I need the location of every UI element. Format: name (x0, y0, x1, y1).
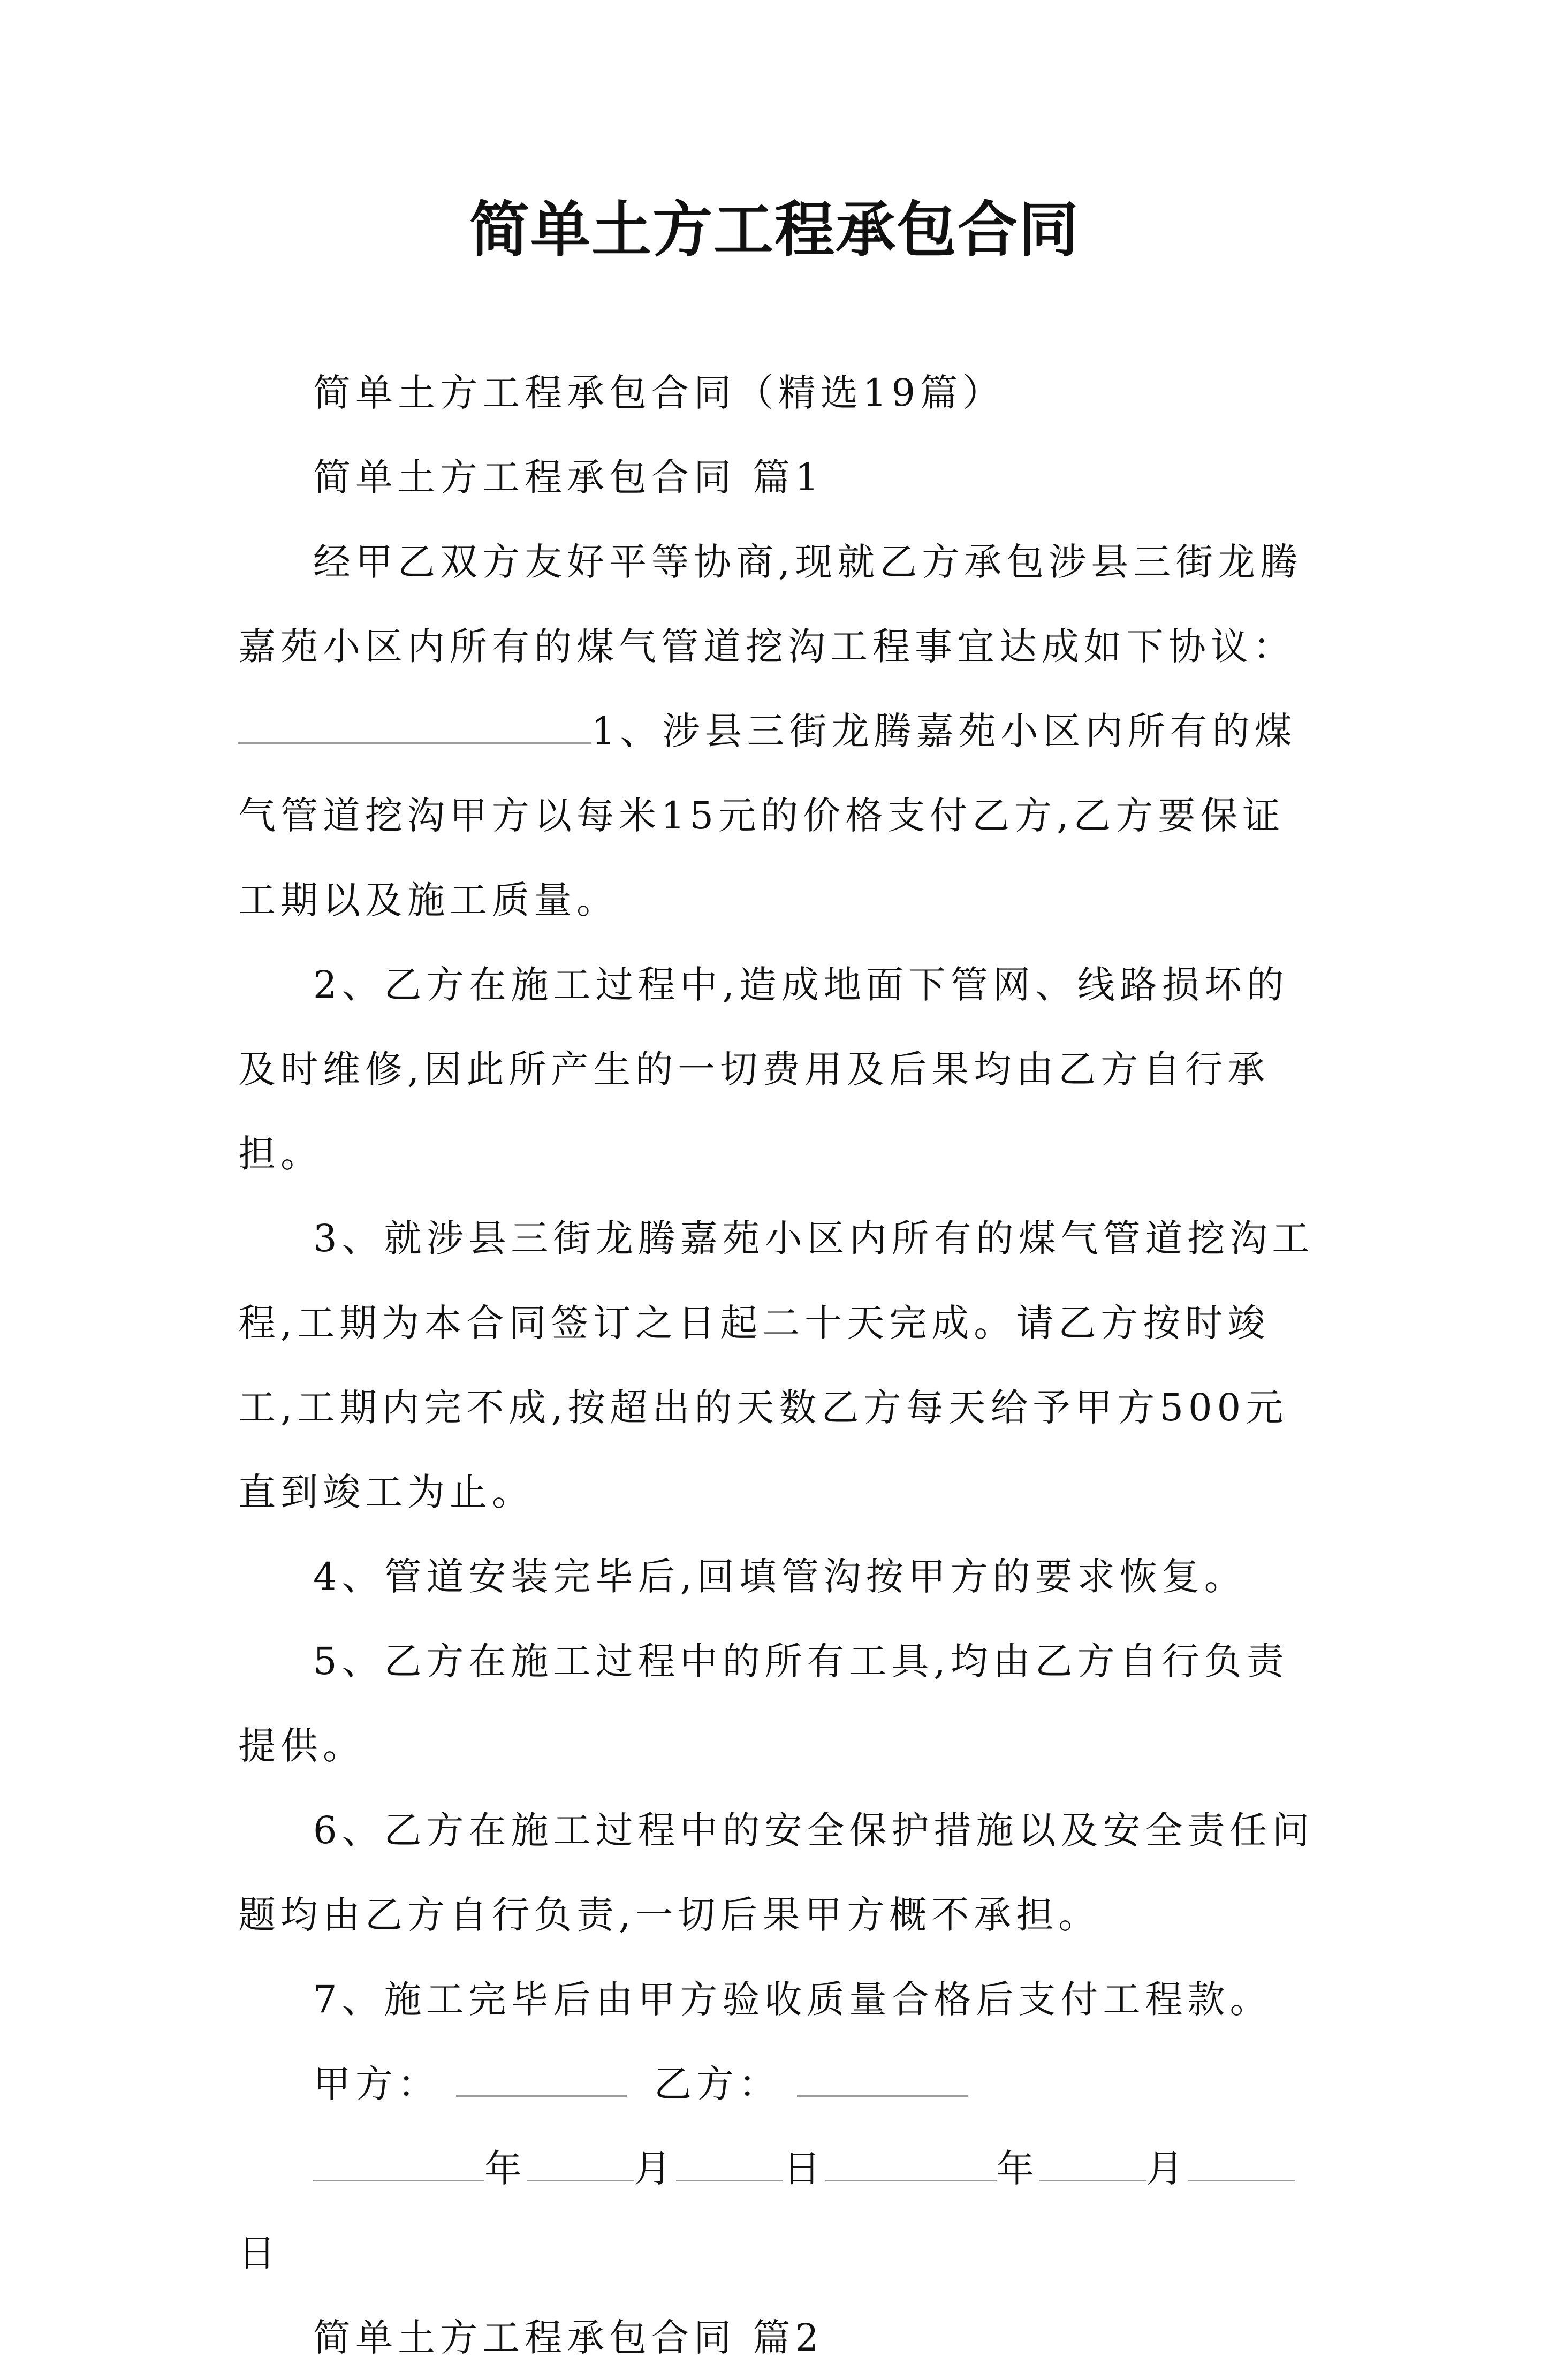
year-blank-a (313, 2147, 484, 2181)
blank-line (238, 709, 591, 744)
day-blank-b (1188, 2147, 1295, 2181)
day-blank-a (676, 2147, 783, 2181)
clause-4: 4、管道安装完毕后,回填管沟按甲方的要求恢复。 (313, 1555, 1247, 1599)
date-line (238, 2126, 1319, 2295)
party-a-blank (456, 2062, 627, 2097)
clause-1-text: 1、涉县三街龙腾嘉苑小区内所有的煤气管道挖沟甲方以每米15元的价格支付乙方,乙方要保证工期以及施工质量。 (238, 709, 1297, 922)
month-blank-b (1039, 2147, 1146, 2181)
subtitle: 简单土方工程承包合同（精选19篇） (313, 371, 1005, 415)
clause-1 (238, 689, 1319, 942)
clause-2: 2、乙方在施工过程中,造成地面下管网、线路损坏的及时维修,因此所产生的一切费用及后果均由乙方自行承担。 (238, 963, 1289, 1176)
section-heading-1: 简单土方工程承包合同 篇1 (313, 455, 824, 499)
party-b-blank (797, 2062, 968, 2097)
year-label-b: 年 (997, 2147, 1039, 2191)
party-b-label: 乙方： (654, 2062, 781, 2106)
clause-6: 6、乙方在施工过程中的安全保护措施以及安全责任问题均由乙方自行负责,一切后果甲方概不承担。 (238, 1808, 1315, 1937)
document-title: 简单土方工程承包合同 (469, 195, 1080, 265)
clause-5: 5、乙方在施工过程中的所有工具,均由乙方自行负责提供。 (238, 1639, 1289, 1768)
party-a-label: 甲方： (313, 2062, 440, 2106)
day-label-b: 日 (238, 2231, 280, 2275)
month-label-b: 月 (1146, 2147, 1188, 2191)
day-label-a: 日 (783, 2147, 825, 2191)
document-body (238, 351, 1319, 2380)
section-heading-2: 简单土方工程承包合同 篇2 (313, 2316, 824, 2360)
month-blank-a (527, 2147, 634, 2181)
clause-3: 3、就涉县三街龙腾嘉苑小区内所有的煤气管道挖沟工程,工期为本合同签订之日起二十天完成。请乙方按时竣工,工期内完不成,按超出的天数乙方每天给予甲方500元直到竣工为止。 (238, 1216, 1315, 1514)
year-blank-b (825, 2147, 997, 2181)
signature-line (238, 2042, 1319, 2126)
intro-paragraph: 经甲乙双方友好平等协商,现就乙方承包涉县三街龙腾嘉苑小区内所有的煤气管道挖沟工程事宜达成如下协议： (238, 540, 1303, 668)
clause-7: 7、施工完毕后由甲方验收质量合格后支付工程款。 (313, 1978, 1272, 2021)
year-label-a: 年 (484, 2147, 527, 2191)
month-label-a: 月 (634, 2147, 676, 2191)
